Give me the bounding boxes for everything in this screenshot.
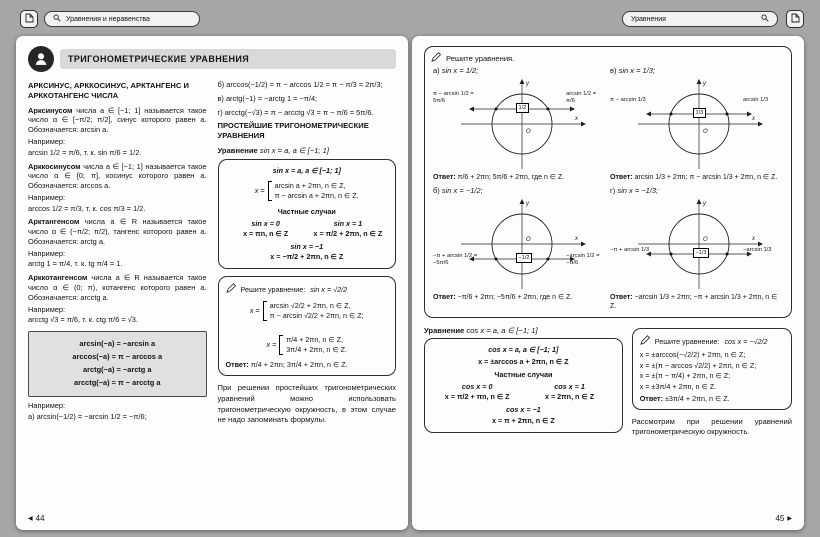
exercise-equation (610, 186, 783, 195)
section-heading-simplest: ПРОСТЕЙШИЕ ТРИГОНОМЕТРИЧЕСКИЕ УРАВНЕНИЯ (217, 121, 369, 141)
special-case (307, 219, 389, 239)
answer-label: Ответ: (610, 174, 633, 181)
solve-label: Решите уравнение: (240, 284, 306, 294)
solution-system (255, 181, 359, 201)
answer-label: Ответ: (433, 294, 456, 302)
special-case (225, 242, 390, 262)
solve-equation: sin x = √2/2 (310, 284, 348, 294)
left-solution-label: −π + arcsin 1/3 (610, 247, 650, 254)
sin-theorem-box (218, 159, 397, 269)
right-solution-label: arcsin 1/2 = π/6 (566, 91, 597, 104)
page-icon (24, 10, 34, 28)
right-page (412, 36, 804, 530)
origin-label: O (703, 129, 708, 135)
branch: π/4 + 2πn, n ∈ Z, (286, 334, 344, 344)
section-heading: АРКСИНУС, АРККОСИНУС, АРКТАНГЕНС И АРККОТАНГЕНС ЧИСЛА (28, 81, 189, 100)
example-formula: arccos 1/2 = π/3, т. к. cos π/3 = 1/2. (28, 203, 146, 213)
cases-label: Частные случаи (277, 206, 336, 216)
definition-arccos (28, 162, 207, 191)
pencil-icon (226, 283, 236, 296)
unit-circle-diagram (610, 196, 783, 292)
definition-text: числа a ∈ R называется такое число α ∈ (−π/2; π/2), тангенс которого равен a. Обозначается: arctg a. (28, 217, 207, 246)
definition-text: числа a ∈ [−1; 1] называется такое число α ∈ [0; π], косинус которого равен a. Обозначается: arccos a. (28, 161, 207, 191)
example-label: Например: (28, 304, 66, 314)
x-prefix: x = (254, 185, 265, 195)
solve-many-label: Решите уравнения. (446, 53, 515, 63)
step: x = ±3π/4 + 2πn, n ∈ Z. (639, 381, 717, 391)
cos-solve-section (632, 325, 792, 439)
page-corner-button[interactable] (786, 10, 804, 28)
answer-line (610, 173, 783, 182)
axis-label-x: x (752, 116, 755, 122)
special-case (431, 382, 523, 402)
answer-label: Ответ: (610, 294, 633, 302)
special-case (431, 405, 616, 425)
equation-word: Уравнение (217, 146, 258, 156)
x-prefix: x = (249, 306, 260, 316)
identities-box (28, 331, 207, 397)
system-bracket (279, 335, 283, 355)
exercise-equation (433, 66, 606, 75)
right-solution-label: −arcsin 1/2 = −π/6 (566, 253, 600, 267)
left-solution-label: −π + arcsin 1/2 = −5π/6 (433, 253, 478, 267)
axis-label-x: x (575, 116, 578, 122)
exercise-a (431, 65, 608, 185)
answer-label: Ответ: (225, 359, 249, 369)
cos-equation-heading (424, 326, 623, 335)
breadcrumb-tab-right[interactable] (622, 11, 778, 27)
sin-equation-heading (218, 146, 397, 156)
solve-label: Решите уравнение: (654, 336, 720, 346)
example-formula: arcsin 1/2 = π/6, т. к. sin π/6 = 1/2. (28, 147, 142, 157)
solution-system (266, 335, 347, 355)
branch: π − arcsin a + 2πn, n ∈ Z. (274, 191, 359, 201)
solve-equation: cos x = −√2/2 (724, 336, 768, 346)
tab-label-right: Уравнения (631, 15, 666, 23)
breadcrumb-tab-left[interactable] (44, 11, 200, 27)
branch: π − arcsin √2/2 + 2πn, n ∈ Z; (269, 311, 364, 321)
tab-label-left: Уравнения и неравенства (66, 15, 150, 23)
case-sol: x = π/2 + 2πn, n ∈ Z (313, 229, 383, 239)
value-box: 1/3 (693, 108, 706, 118)
case-sol: x = −π/2 + 2πn, n ∈ Z (270, 252, 344, 262)
solved-example-box (632, 328, 792, 410)
definition-arctg (28, 217, 207, 246)
branch: arcsin a + 2πn, n ∈ Z, (274, 180, 346, 190)
case-eq: sin x = 1 (333, 219, 363, 229)
example-label: Например: (28, 248, 66, 258)
cases-label: Частные случаи (494, 370, 553, 380)
case-eq: sin x = 0 (251, 219, 280, 229)
axis-label-x: x (575, 236, 578, 243)
origin-label: O (526, 129, 531, 135)
page-number: 44 (35, 514, 45, 523)
value-box: −1/2 (516, 253, 532, 263)
axis-label-x: x (752, 236, 755, 243)
equation-word: Уравнение (424, 326, 465, 336)
exercise-b (431, 185, 608, 314)
item-label: б) (433, 186, 440, 196)
axis-label-y: y (526, 81, 529, 87)
unit-circle-diagram (610, 76, 783, 172)
x-prefix: x = (266, 340, 277, 350)
left-solution-label: π − arcsin 1/3 (610, 97, 646, 103)
answer-line (640, 394, 784, 403)
pencil-icon (431, 52, 441, 64)
case-sol: x = 2πn, n ∈ Z (544, 392, 595, 402)
page-title: ТРИГОНОМЕТРИЧЕСКИЕ УРАВНЕНИЯ (60, 49, 396, 69)
search-icon[interactable] (53, 14, 61, 24)
exercise-v (608, 65, 785, 185)
item-equation: sin x = 1/3; (618, 66, 656, 75)
definition-arcctg (28, 273, 207, 302)
pencil-icon (640, 335, 650, 347)
cos-theorem-box (424, 338, 623, 432)
exercises-box (424, 46, 792, 318)
example-label: Например: (28, 400, 66, 410)
left-page (16, 36, 408, 530)
left-column (28, 80, 207, 426)
special-case (523, 382, 615, 402)
answer-label: Ответ: (433, 174, 456, 181)
solution-system (250, 301, 364, 321)
exercise-equation (610, 66, 783, 75)
branch: 3π/4 + 2πn, n ∈ Z. (286, 345, 348, 355)
value-box: −1/3 (693, 248, 709, 258)
system-bracket (263, 301, 267, 321)
answer-text: −π/6 + 2πn; −5π/6 + 2πn, где n ∈ Z. (457, 294, 573, 302)
cos-solution: x = ±arccos a + 2πn, n ∈ Z (478, 357, 569, 367)
box-title: cos x = a, a ∈ [−1; 1] (488, 345, 559, 355)
origin-label: O (526, 237, 531, 244)
item-label: в) (610, 66, 617, 75)
example-label: Например: (28, 137, 66, 147)
right-solution-label: arcsin 1/3 (743, 97, 769, 103)
answer-label: Ответ: (639, 393, 663, 403)
answer-line (610, 293, 783, 311)
sin-equation-formula: sin x = a, a ∈ [−1; 1] (259, 146, 329, 156)
case-sol: x = πn, n ∈ Z (243, 229, 289, 239)
unit-circle-svg (634, 76, 764, 172)
identity: arctg(−a) = −arctg a (83, 364, 152, 374)
definition-arcsin (28, 106, 207, 135)
definition-text: числа a ∈ R называется такое число α ∈ (0; π), котангенс которого равен a. Обозначается: arcctg a. (28, 273, 207, 302)
term: Арккотангенсом (28, 273, 88, 283)
solution-steps (640, 350, 784, 391)
identity: arccos(−a) = π − arccos a (72, 351, 163, 361)
value-box: 1/2 (516, 103, 529, 113)
unit-circle-svg (457, 196, 587, 292)
item-equation: sin x = −1/2; (441, 186, 483, 196)
footnote-text: При решении простейших тригонометрических уравнений можно использовать тригонометрическую окружность, в этом случае не надо запоминать формулы. (217, 383, 396, 425)
step: x = ±arccos(−√2/2) + 2πn, n ∈ Z; (639, 350, 746, 360)
answer-text: π/6 + 2πn; 5π/6 + 2πn, где n ∈ Z. (457, 174, 565, 181)
page-number: 45 (775, 514, 785, 523)
left-solution-label: π − arcsin 1/2 = 5π/6 (433, 91, 474, 104)
origin-label: O (703, 237, 708, 244)
example-item-b: б) arccos(−1/2) = π − arccos 1/2 = π − π/3 = 2π/3; (217, 80, 383, 89)
prev-page-icon[interactable]: ◀ (28, 515, 33, 522)
case-sol: x = π + 2πn, n ∈ Z (491, 415, 555, 425)
next-page-icon[interactable]: ▶ (787, 515, 792, 522)
answer-line (433, 173, 606, 182)
identity: arcsin(−a) = −arcsin a (79, 339, 156, 349)
item-label: а) (433, 66, 440, 75)
example-item-v: в) arctg(−1) = −arctg 1 = −π/4; (217, 93, 318, 103)
case-eq: cos x = 0 (461, 382, 493, 392)
page-icon (790, 10, 800, 28)
example-item-g: г) arcctg(−√3) = π − arcctg √3 = π − π/6 = 5π/6. (217, 107, 374, 117)
item-equation: sin x = 1/2; (441, 66, 479, 75)
unit-circle-diagram (433, 196, 606, 292)
branch: arcsin √2/2 + 2πn, n ∈ Z, (269, 300, 351, 310)
step: x = ±(π − π/4) + 2πn, n ∈ Z; (639, 371, 731, 381)
axis-label-y: y (526, 201, 529, 208)
exercise-equation (433, 186, 606, 195)
system-bracket (268, 181, 272, 201)
footnote-text: Рассмотрим при решении уравнений тригонометрическую окружность. (631, 416, 792, 437)
axis-label-y: y (703, 81, 706, 87)
term: Арктангенсом (28, 217, 80, 227)
example-label: Например: (28, 192, 66, 202)
unit-circle-svg (634, 196, 764, 292)
step: x = ±(π − arccos √2/2) + 2πn, n ∈ Z; (639, 360, 757, 370)
solved-example-box (218, 276, 397, 376)
answer-text: ±3π/4 + 2πn, n ∈ Z. (664, 393, 730, 403)
definition-text: числа a ∈ [−1; 1] называется такое число α ∈ [−π/2; π/2], синус которого равен a. Обозначается: arcsin a. (28, 105, 207, 135)
right-solution-label: −arcsin 1/3 (743, 247, 772, 254)
answer-text: −arcsin 1/3 + 2πn; −π + arcsin 1/3 + 2πn, n ∈ Z. (610, 294, 778, 311)
identity: arcctg(−a) = π − arcctg a (74, 377, 161, 387)
term: Арккосинусом (28, 161, 81, 171)
cos-equation-formula: cos x = a, a ∈ [−1; 1] (466, 326, 538, 336)
unit-circle-diagram (433, 76, 606, 172)
chapter-header (28, 46, 396, 72)
page-corner-button[interactable] (20, 10, 38, 28)
term: Арксинусом (28, 105, 73, 115)
axis-label-y: y (703, 201, 706, 208)
right-column (218, 80, 397, 426)
example-item-a: а) arcsin(−1/2) = −arcsin 1/2 = −π/6; (28, 411, 147, 421)
example-formula: arctg 1 = π/4, т. к. tg π/4 = 1. (28, 259, 123, 269)
case-eq: cos x = −1 (505, 405, 541, 415)
case-eq: cos x = 1 (554, 382, 585, 392)
answer-text: π/4 + 2πn; 3π/4 + 2πn, n ∈ Z. (250, 359, 348, 369)
case-eq: sin x = −1 (290, 242, 324, 252)
case-sol: x = π/2 + πn, n ∈ Z (444, 392, 510, 402)
search-icon[interactable] (761, 14, 769, 24)
box-title: sin x = a, a ∈ [−1; 1] (272, 166, 341, 176)
page-number-right (775, 514, 792, 523)
item-label: г) (610, 186, 616, 196)
answer-text: arcsin 1/3 + 2πn; π − arcsin 1/3 + 2πn, n ∈ Z. (634, 174, 778, 181)
item-equation: sin x = −1/3; (617, 186, 659, 196)
special-case (225, 219, 307, 239)
example-formula: arcctg √3 = π/6, т. к. ctg π/6 = √3. (28, 315, 138, 325)
exercise-g (608, 185, 785, 314)
answer-line (433, 293, 606, 302)
answer-line (226, 360, 389, 370)
page-number-left (28, 514, 45, 523)
cos-section (424, 325, 623, 439)
person-icon (28, 46, 54, 72)
